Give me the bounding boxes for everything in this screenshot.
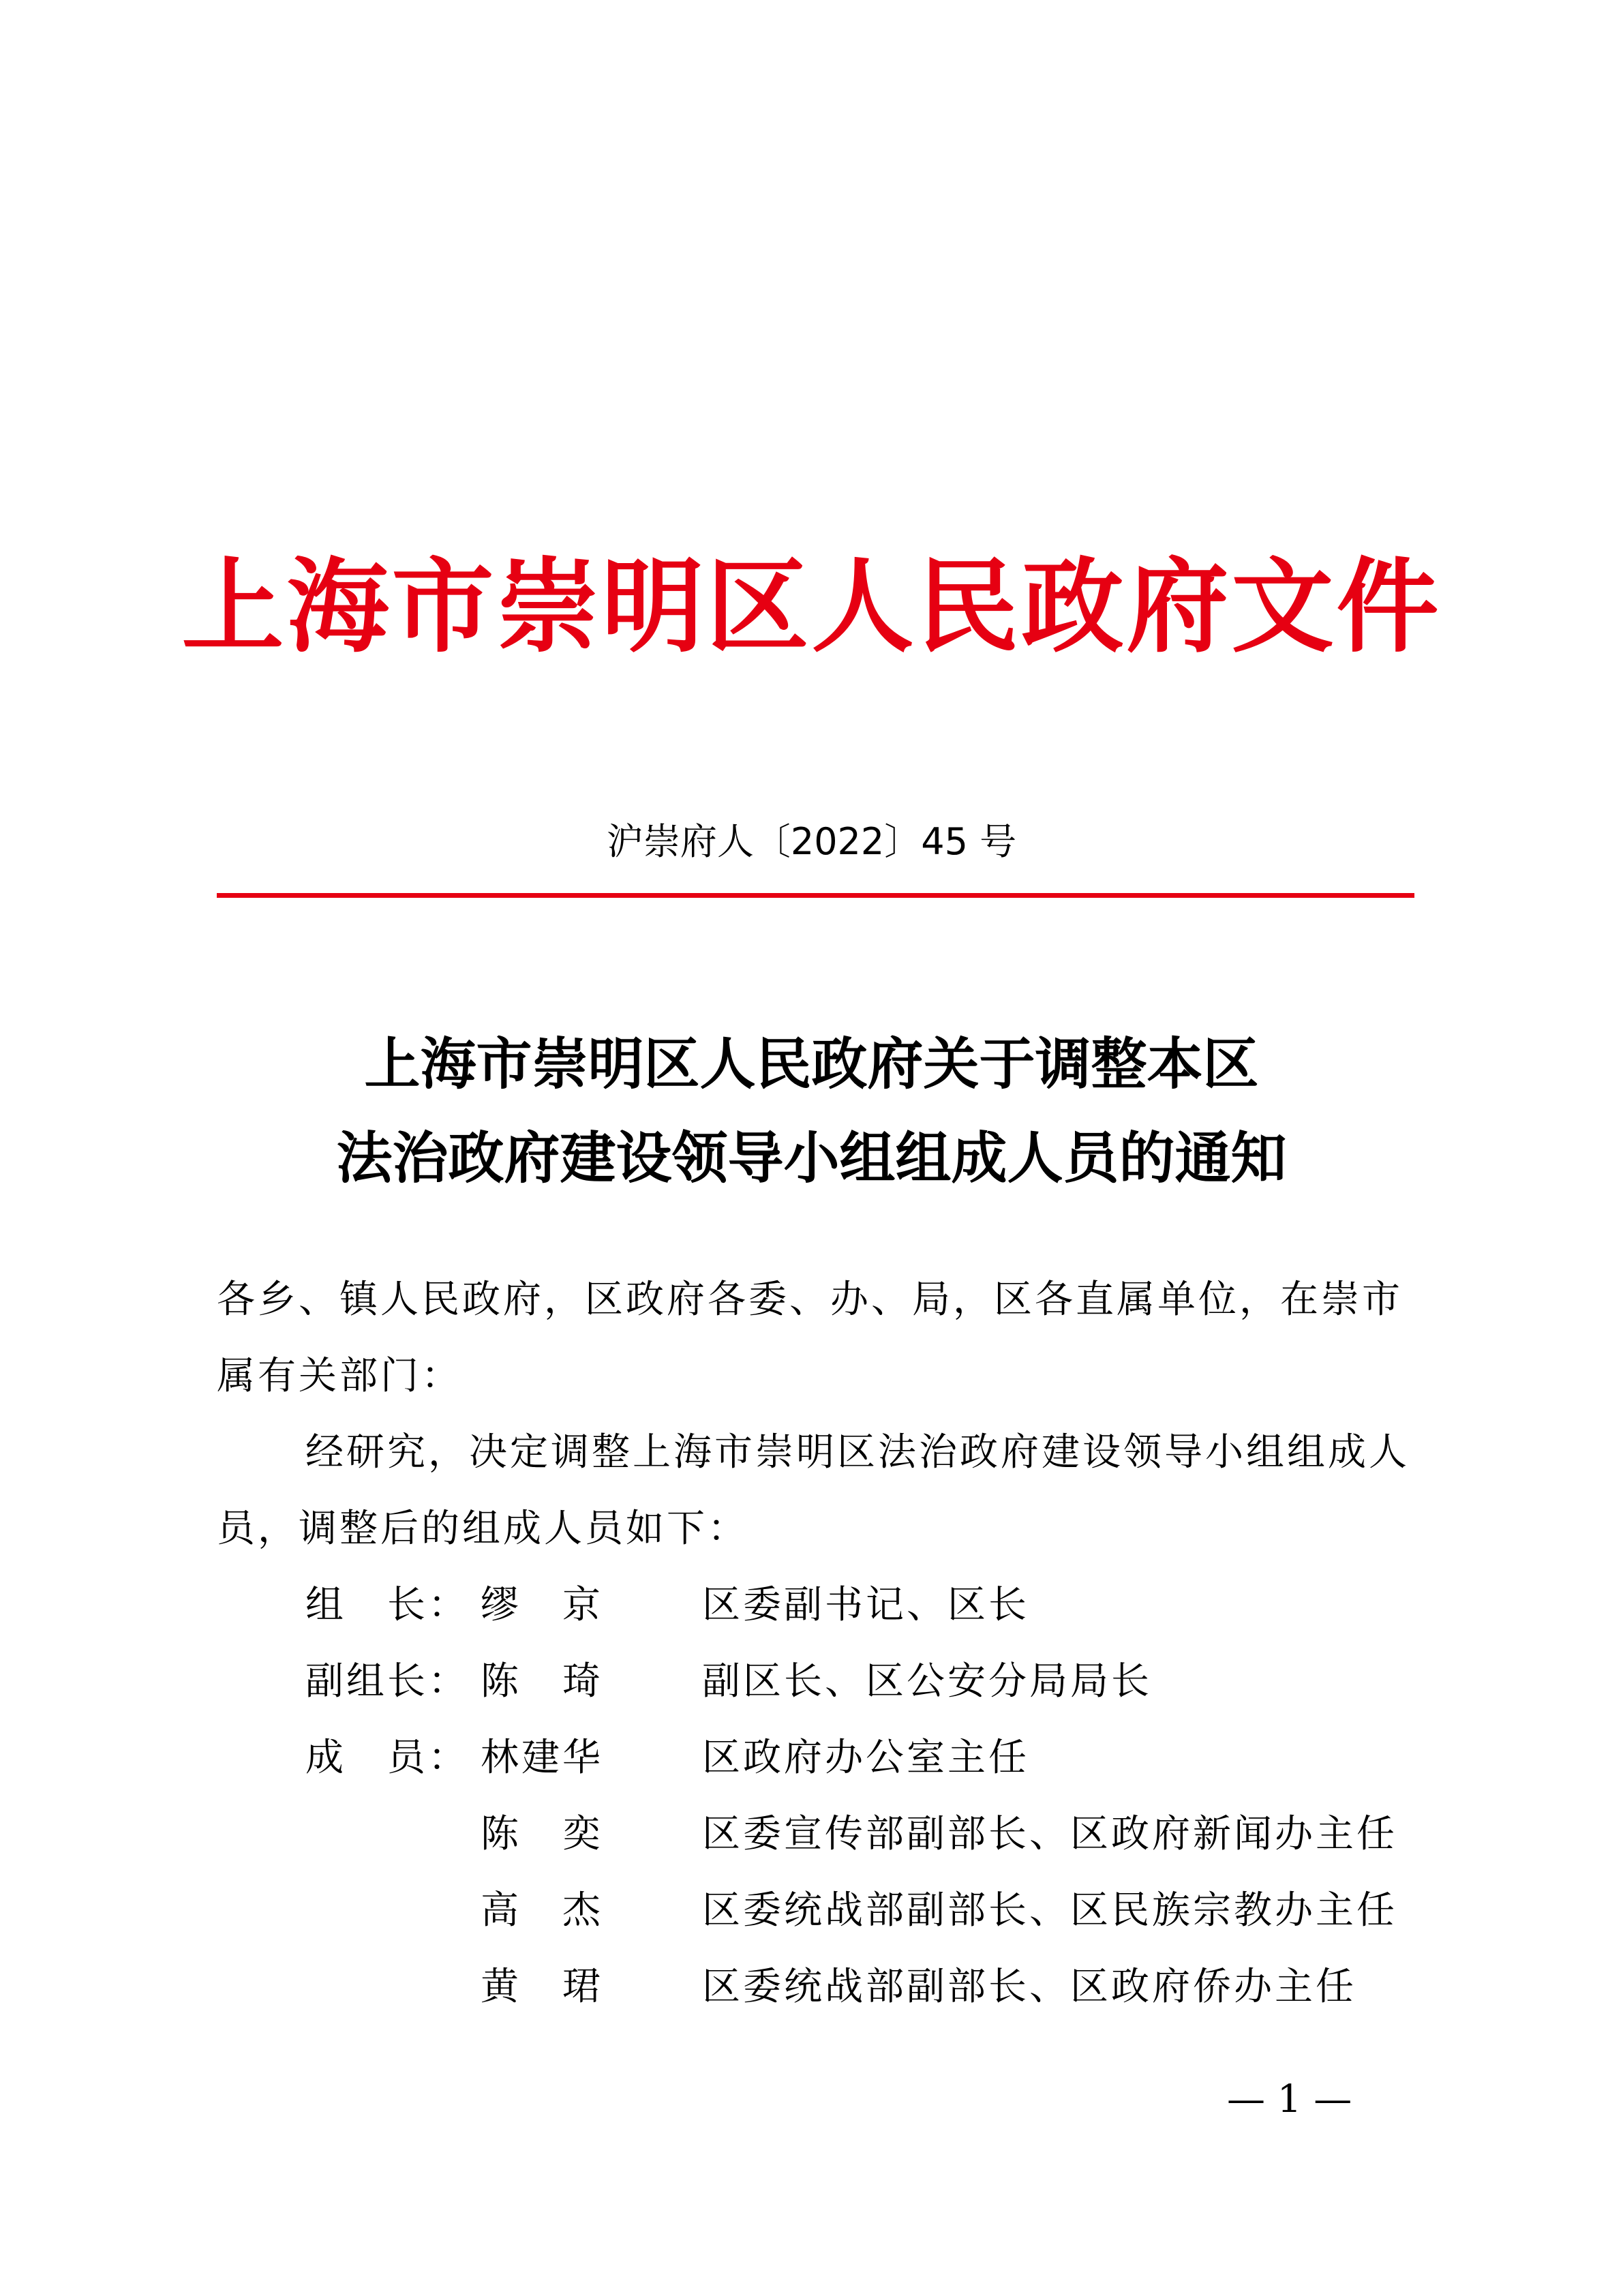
intro-paragraph: 经研究，决定调整上海市崇明区法治政府建设领导小组组成人员，调整后的组成人员如下：: [217, 1430, 1410, 1551]
member-name: 黄 珺: [481, 1965, 603, 2009]
member-name: 陈 琦: [481, 1659, 603, 1704]
member-post: 区委宣传部副部长、区政府新闻办主任: [702, 1812, 1397, 1856]
member-role: 副组长：: [305, 1659, 469, 1704]
member-role: 成 员：: [305, 1736, 469, 1780]
member-name: 缪 京: [481, 1583, 603, 1627]
document-title: [0, 1017, 1623, 1205]
member-name: 高 杰: [481, 1888, 603, 1933]
member-post: 区委副书记、区长: [702, 1583, 1029, 1627]
red-divider-line: [217, 893, 1414, 898]
document-number: 沪崇府人〔2022〕45 号: [606, 820, 1017, 863]
salutation: 各乡、镇人民政府，区政府各委、办、局，区各直属单位，在崇市属有关部门：: [217, 1278, 1403, 1398]
member-row: [0, 1873, 1623, 1949]
member-row: [0, 1949, 1623, 2025]
member-role: 组 长：: [305, 1583, 469, 1627]
member-name: 林建华: [481, 1736, 603, 1780]
member-row: [0, 1796, 1623, 1873]
member-row: [0, 1720, 1623, 1796]
page-number: — 1 —: [1227, 2077, 1352, 2121]
member-row: [0, 1644, 1623, 1720]
member-post: 区委统战部副部长、区民族宗教办主任: [702, 1888, 1397, 1933]
document-masthead: 上海市崇明区人民政府文件: [181, 547, 1442, 667]
title-line-2: 法治政府建设领导小组组成人员的通知: [336, 1126, 1287, 1191]
title-line-1: 上海市崇明区人民政府关于调整本区: [364, 1031, 1259, 1097]
member-post: 区政府办公室主任: [702, 1736, 1029, 1780]
member-name: 陈 奕: [481, 1812, 603, 1856]
member-post: 区委统战部副部长、区政府侨办主任: [702, 1965, 1356, 2009]
member-post: 副区长、区公安分局局长: [702, 1659, 1152, 1704]
member-row: [0, 1567, 1623, 1644]
